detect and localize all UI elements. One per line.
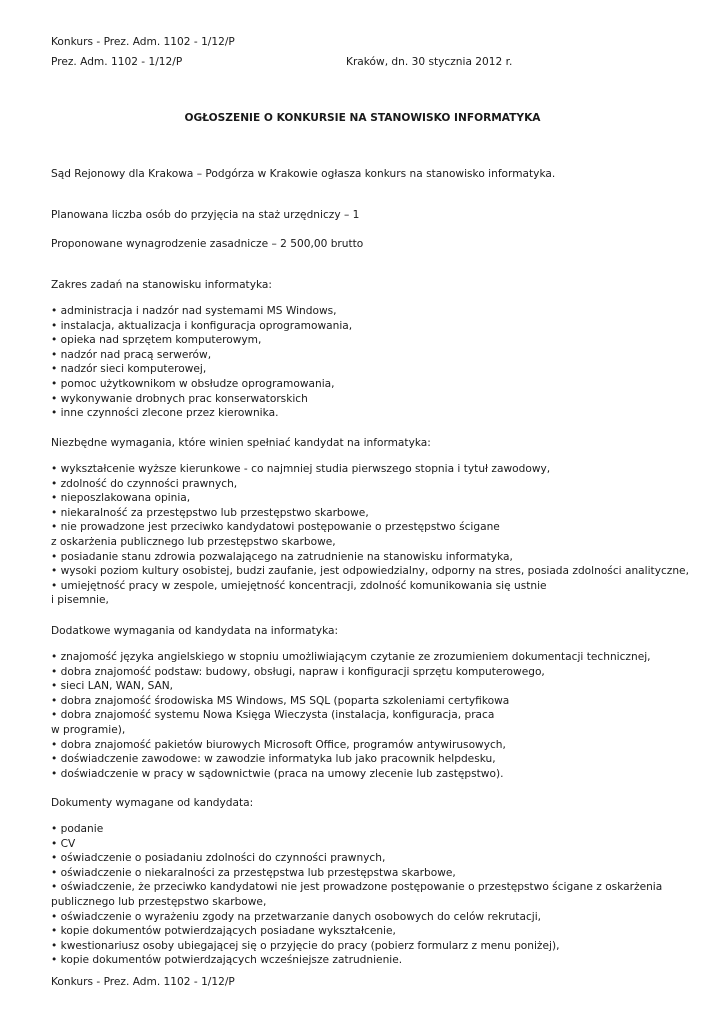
required-heading: Niezbędne wymagania, które winien spełniać kandydat na informatyka: [51, 437, 431, 449]
list-item: • dobra znajomość podstaw: budowy, obsługi, napraw i konfiguracji sprzętu komputerowego, [51, 665, 545, 678]
list-item: • nie prowadzone jest przeciwko kandydatowi postępowanie o przestępstwo ścigane [51, 521, 500, 534]
list-item: • wysoki poziom kultury osobistej, budzi zaufanie, jest odpowiedzialny, odporny na stres, posiada zdolności analityczne, [51, 565, 689, 578]
list-item: w programie), [51, 723, 126, 736]
list-item: • nieposzlakowana opinia, [51, 492, 191, 505]
documents-heading: Dokumenty wymagane od kandydata: [51, 797, 254, 809]
list-item: i pisemnie, [51, 594, 109, 607]
list-item: • CV [51, 837, 76, 850]
list-item: • oświadczenie o wyrażeniu zgody na przetwarzanie danych osobowych do celów rekrutacji, [51, 910, 542, 923]
list-item: • podanie [51, 823, 104, 835]
list-item: • nadzór nad pracą serwerów, [51, 348, 212, 361]
list-item: • opieka nad sprzętem komputerowym, [51, 334, 262, 347]
document-reference: Prez. Adm. 1102 - 1/12/P [51, 56, 183, 68]
list-item: • nadzór sieci komputerowej, [51, 363, 207, 376]
duties-heading: Zakres zadań na stanowisku informatyka: [51, 279, 272, 291]
list-item: • oświadczenie o niekaralności za przestępstwa lub przestępstwa skarbowe, [51, 866, 456, 879]
list-item: • dobra znajomość środowiska MS Windows, MS SQL (poparta szkoleniami certyfikowa [51, 694, 510, 707]
documents-list [51, 822, 662, 968]
planned-count: Planowana liczba osób do przyjęcia na staż urzędniczy – 1 [51, 209, 360, 221]
required-list [51, 462, 689, 608]
list-item: z oskarżenia publicznego lub przestępstwo skarbowe, [51, 535, 336, 548]
list-item: • sieci LAN, WAN, SAN, [51, 680, 174, 693]
additional-heading: Dodatkowe wymagania od kandydata na informatyka: [51, 625, 339, 637]
intro-paragraph: Sąd Rejonowy dla Krakowa – Podgórza w Krakowie ogłasza konkurs na stanowisko informatyka. [51, 168, 556, 180]
list-item: • umiejętność pracy w zespole, umiejętność koncentracji, zdolność komunikowania się ustnie [51, 579, 547, 592]
list-item: • administracja i nadzór nad systemami MS Windows, [51, 305, 337, 317]
list-item: • posiadanie stanu zdrowia pozwalającego na zatrudnienie na stanowisku informatyka, [51, 550, 513, 563]
duties-list [51, 304, 352, 421]
list-item: • kwestionariusz osoby ubiegającej się o przyjęcie do pracy (pobierz formularz z menu poniżej), [51, 939, 560, 952]
additional-list [51, 650, 651, 781]
list-item: • instalacja, aktualizacja i konfiguracja oprogramowania, [51, 319, 353, 332]
list-item: • wykonywanie drobnych prac konserwatorskich [51, 392, 308, 405]
list-item: • wykształcenie wyższe kierunkowe - co najmniej studia pierwszego stopnia i tytuł zawodowy, [51, 463, 551, 475]
list-item: • doświadczenie zawodowe: w zawodzie informatyka lub jako pracownik helpdesku, [51, 753, 496, 766]
list-item: • zdolność do czynności prawnych, [51, 477, 238, 490]
list-item: • oświadczenie, że przeciwko kandydatowi nie jest prowadzone postępowanie o przestępstwo ścigane z oskarżenia [51, 881, 663, 894]
list-item: • inne czynności zlecone przez kierownika. [51, 407, 279, 420]
list-item: • oświadczenie o posiadaniu zdolności do czynności prawnych, [51, 852, 386, 865]
document-title: OGŁOSZENIE O KONKURSIE NA STANOWISKO INFORMATYKA [184, 112, 541, 124]
footer-reference: Konkurs - Prez. Adm. 1102 - 1/12/P [51, 976, 235, 988]
list-item: • dobra znajomość pakietów biurowych Microsoft Office, programów antywirusowych, [51, 738, 506, 751]
list-item: publicznego lub przestępstwo skarbowe, [51, 895, 267, 908]
list-item: • kopie dokumentów potwierdzających posiadane wykształcenie, [51, 925, 396, 938]
salary: Proponowane wynagrodzenie zasadnicze – 2 500,00 brutto [51, 238, 364, 250]
top-reference: Konkurs - Prez. Adm. 1102 - 1/12/P [51, 36, 235, 48]
list-item: • dobra znajomość systemu Nowa Księga Wieczysta (instalacja, konfiguracja, praca [51, 709, 495, 722]
list-item: • doświadczenie w pracy w sądownictwie (praca na umowy zlecenie lub zastępstwo). [51, 767, 504, 780]
document-date: Kraków, dn. 30 stycznia 2012 r. [346, 56, 513, 68]
list-item: • pomoc użytkownikom w obsłudze oprogramowania, [51, 377, 335, 390]
list-item: • znajomość języka angielskiego w stopniu umożliwiającym czytanie ze zrozumieniem dokumentacji technicznej, [51, 651, 651, 663]
list-item: • niekaralność za przestępstwo lub przestępstwo skarbowe, [51, 506, 369, 519]
list-item: • kopie dokumentów potwierdzających wcześniejsze zatrudnienie. [51, 954, 403, 967]
